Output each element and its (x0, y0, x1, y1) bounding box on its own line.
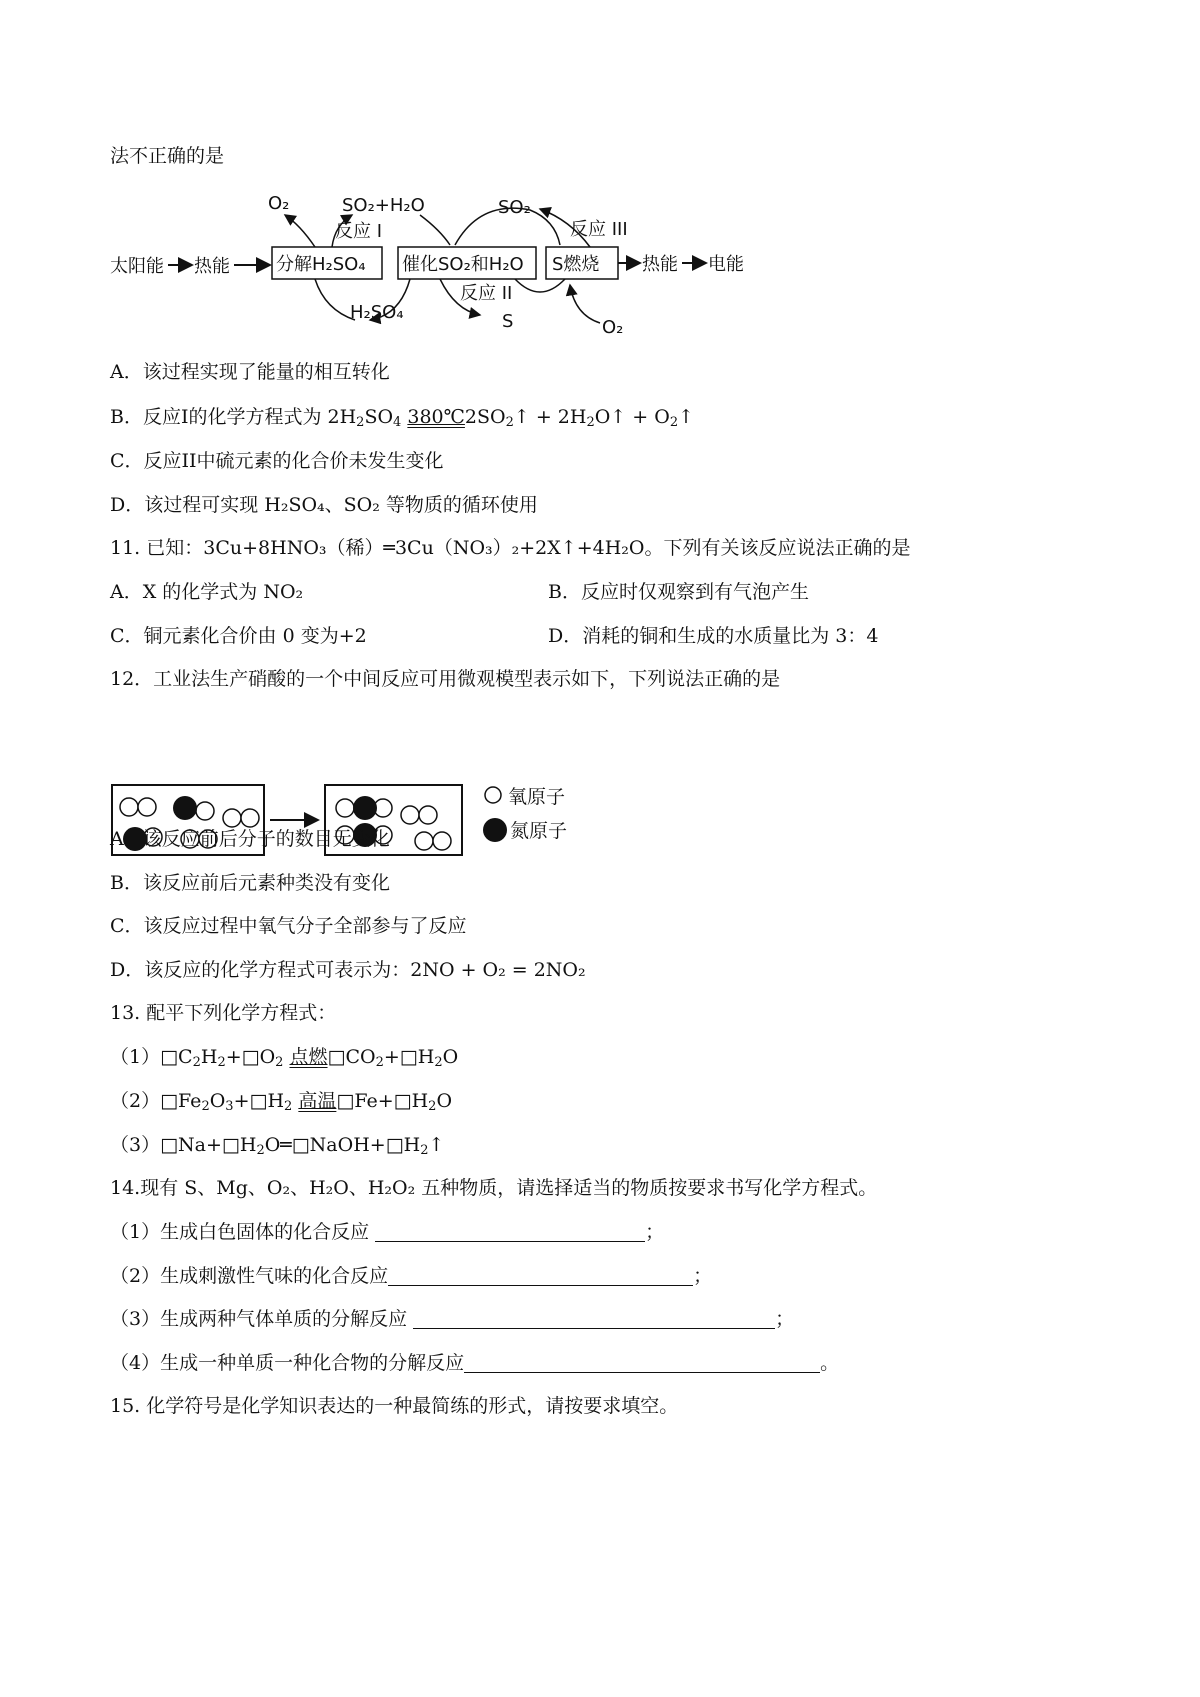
oxygen-legend-icon (485, 787, 501, 803)
label-catalyze-so2-h2o: 催化SO₂和H₂O (402, 254, 524, 275)
label-h2so4-bottom: H₂SO₄ (350, 302, 404, 323)
q13-condition-2: 高温 (298, 1090, 337, 1112)
answer-blank-3[interactable] (413, 1308, 775, 1329)
q11-option-d: D．消耗的铜和生成的水质量比为 3：4 (548, 625, 879, 647)
q14-item-1-label: （1）生成白色固体的化合反应 (110, 1221, 370, 1243)
q11-option-c: C．铜元素化合价由 0 变为+2 (110, 625, 367, 647)
question-14-stem: 14.现有 S、Mg、O₂、H₂O、H₂O₂ 五种物质，请选择适当的物质按要求书写化学方程式。 (110, 1177, 878, 1199)
label-o2-bottom: O₂ (602, 317, 624, 338)
label-o2-top: O₂ (268, 195, 290, 214)
q14-item-2-label: （2）生成刺激性气味的化合反应 (110, 1265, 389, 1287)
q10-option-b-text: B．反应I的化学方程式为 2H (110, 406, 357, 428)
answer-blank-2[interactable] (388, 1265, 693, 1286)
label-reaction-2: 反应 II (460, 283, 513, 304)
label-heat-energy-1: 热能 (194, 256, 230, 277)
label-electric-energy: 电能 (708, 254, 744, 275)
q11-option-b: B．反应时仅观察到有气泡产生 (548, 581, 809, 603)
question-10-stem-tail: 法不正确的是 (110, 145, 225, 167)
q12-option-b: B．该反应前后元素种类没有变化 (110, 872, 390, 894)
q14-item-2: （2）生成刺激性气味的化合反应 ； (110, 1265, 713, 1287)
q13-equation-1: $(1)□C_2H_2+□O_2$ 点燃$□CO_2+□H_2O$ (110, 1046, 459, 1070)
nitrogen-legend-icon (483, 818, 507, 842)
q10-option-c: C．反应II中硫元素的化合价未发生变化 (110, 450, 444, 472)
q11-option-a: A．X 的化学式为 NO₂ (110, 581, 304, 603)
q12-option-c: C．该反应过程中氧气分子全部参与了反应 (110, 915, 467, 937)
q14-item-3-label: （3）生成两种气体单质的分解反应 (110, 1308, 408, 1330)
q14-item-4-label: （4）生成一种单质一种化合物的分解反应 (110, 1352, 465, 1374)
label-heat-energy-2: 热能 (642, 254, 678, 275)
question-12-stem: 12．工业法生产硝酸的一个中间反应可用微观模型表示如下，下列说法正确的是 (110, 668, 781, 690)
label-solar-energy: 太阳能 (110, 256, 164, 277)
question-11-stem: 11. 已知：3Cu+8HNO₃（稀）═3Cu（NO₃）₂+2X↑+4H₂O。下列有关该反应说法正确的是 (110, 537, 911, 559)
label-s-burning: S燃烧 (552, 254, 600, 275)
q10-option-d: D．该过程可实现 H₂SO₄、SO₂ 等物质的循环使用 (110, 494, 538, 516)
answer-blank-1[interactable] (375, 1221, 645, 1242)
label-reaction-1: 反应 I (335, 221, 383, 242)
q10-option-a: A．该过程实现了能量的相互转化 (110, 361, 390, 383)
q14-item-3: （3）生成两种气体单质的分解反应 ； (110, 1308, 795, 1330)
q14-item-1: （1）生成白色固体的化合反应 ； (110, 1221, 665, 1243)
q13-equation-2: $(2)□Fe_2O_3+□H_2$ 高温$□Fe+□H_2O$ (110, 1090, 453, 1114)
question-15-stem: 15. 化学符号是化学知识表达的一种最简练的形式，请按要求填空。 (110, 1395, 679, 1417)
label-so2-h2o: SO₂+H₂O (342, 195, 425, 216)
q13-condition-1: 点燃 (289, 1046, 328, 1068)
label-so2-top: SO₂ (498, 197, 531, 218)
label-s-bottom: S (502, 311, 514, 332)
q12-option-a: A．该反应前后分子的数目无变化 (110, 828, 390, 850)
answer-blank-4[interactable] (464, 1352, 820, 1373)
q10-option-b: B．反应I的化学方程式为 $2H_2SO_4$ $380℃2SO_2↑$ + $2H_2O↑$ + $O_2↑$ (110, 406, 695, 430)
q13-equation-3: $(3)□Na+□H_2O═□NaOH+□H_2↑$ (110, 1134, 445, 1158)
question-13-stem: 13. 配平下列化学方程式： (110, 1002, 337, 1024)
q10-b-condition: 380℃ (407, 406, 465, 428)
q14-item-4: （4）生成一种单质一种化合物的分解反应 。 (110, 1352, 840, 1374)
q12-option-d: D．该反应的化学方程式可表示为：2NO + O₂ = 2NO₂ (110, 959, 586, 981)
sulfur-cycle-diagram (110, 195, 870, 370)
legend-nitrogen-label: 氮原子 (510, 820, 568, 842)
label-reaction-3: 反应 III (570, 219, 628, 240)
legend-oxygen-label: 氧原子 (508, 786, 566, 808)
label-decompose-h2so4: 分解H₂SO₄ (276, 254, 366, 275)
